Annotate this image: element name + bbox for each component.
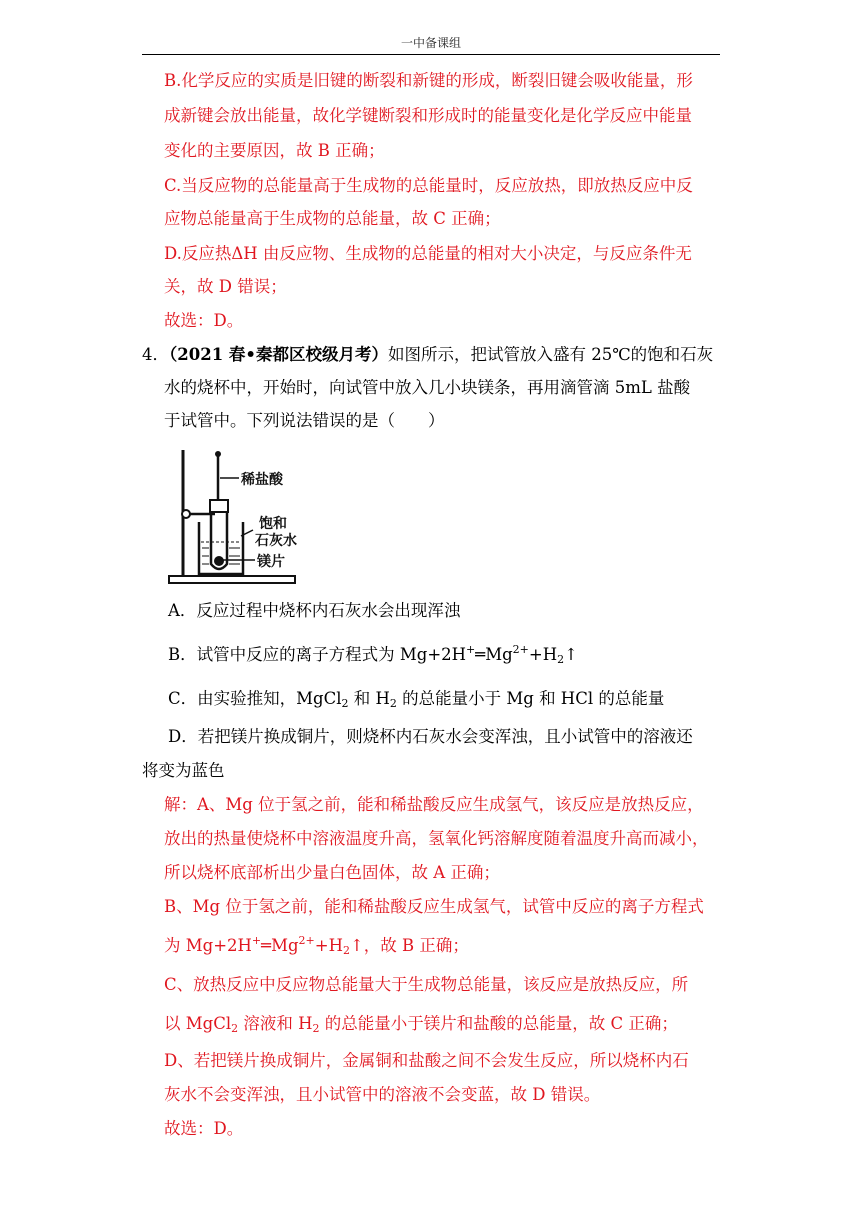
- option-b-text: B．试管中反应的离子方程式为 Mg+2H: [168, 645, 467, 664]
- option-c-text: 和 H: [348, 689, 390, 708]
- solution-a-line3: 所以烧杯底部析出少量白色固体，故 A 正确；: [164, 863, 500, 882]
- question-stem-text: 如图所示，把试管放入盛有 25℃的饱和石灰: [387, 345, 714, 364]
- question-stem-line1: [142, 344, 713, 366]
- solution-a-line2: 放出的热量使烧杯中溶液温度升高，氢氧化钙溶解度随着温度升高而减小，: [164, 829, 709, 848]
- option-b-text: +H: [528, 645, 558, 664]
- option-c-sub: 2: [341, 697, 349, 710]
- option-c: [168, 688, 664, 710]
- solution-answer: 故选：D。: [164, 1119, 244, 1138]
- solution-b-line2: [164, 935, 469, 957]
- solution-b-sub: 2: [342, 944, 350, 957]
- solution-b-sup: 2+: [298, 934, 315, 947]
- solution-b-line1: B、Mg 位于氢之前，能和稀盐酸反应生成氢气，试管中反应的离子方程式: [164, 897, 704, 916]
- solution-c-text: 溶液和 H: [238, 1014, 313, 1033]
- option-b-text: ↑: [564, 645, 578, 664]
- solution-c-sub: 2: [231, 1022, 239, 1035]
- option-a: A．反应过程中烧杯内石灰水会出现浑浊: [168, 601, 461, 620]
- label-saturated: 饱和: [259, 516, 287, 532]
- prev-solution-b-line1: B.化学反应的实质是旧键的断裂和新键的形成，断裂旧键会吸收能量，形: [164, 71, 693, 90]
- label-lime-water: 石灰水: [255, 533, 297, 549]
- prev-solution-c-line2: 应物总能量高于生成物的总能量，故 C 正确；: [164, 209, 501, 228]
- solution-c-line1: C、放热反应中反应物总能量大于生成物总能量，该反应是放热反应，所: [164, 975, 689, 994]
- question-number: 4．: [142, 345, 169, 364]
- question-source: （2021 春•秦都区校级月考）: [169, 345, 388, 364]
- solution-c-text: 的总能量小于镁片和盐酸的总能量，故 C 正确；: [319, 1014, 678, 1033]
- solution-b-text: ↑，故 B 正确；: [349, 936, 469, 955]
- question-stem-line3: 于试管中。下列说法错误的是（ ）: [164, 411, 445, 430]
- apparatus-figure: [165, 448, 305, 588]
- page-header: 一中备课组: [400, 36, 461, 50]
- option-b-sup: 2+: [512, 643, 529, 656]
- solution-b-text: +H: [314, 936, 343, 955]
- prev-solution-answer: 故选：D。: [164, 311, 244, 330]
- solution-b-text: 为 Mg+2H: [164, 936, 252, 955]
- solution-d-line2: 灰水不会变浑浊，且小试管中的溶液不会变蓝，故 D 错误。: [164, 1085, 601, 1104]
- solution-c-sub: 2: [312, 1022, 320, 1035]
- option-c-text: C．由实验推知，MgCl: [168, 689, 342, 708]
- label-dilute-hcl: 稀盐酸: [241, 472, 283, 488]
- option-b: [168, 644, 578, 666]
- option-d-line2: 将变为蓝色: [142, 761, 225, 780]
- option-b-sup: +: [466, 643, 476, 656]
- solution-c-text: 以 MgCl: [164, 1014, 232, 1033]
- solution-d-line1: D、若把镁片换成铜片，金属铜和盐酸之间不会发生反应，所以烧杯内石: [164, 1051, 689, 1070]
- label-magnesium: 镁片: [257, 554, 285, 570]
- option-c-text: 的总能量小于 Mg 和 HCl 的总能量: [396, 689, 665, 708]
- prev-solution-d-line1: D.反应热ΔH 由反应物、生成物的总能量的相对大小决定，与反应条件无: [164, 244, 692, 263]
- header-divider: [142, 54, 720, 55]
- solution-c-line2: [164, 1013, 678, 1035]
- option-c-sub: 2: [389, 697, 397, 710]
- prev-solution-b-line2: 成新键会放出能量，故化学键断裂和形成时的能量变化是化学反应中能量: [164, 106, 692, 125]
- option-d-line1: D．若把镁片换成铜片，则烧杯内石灰水会变浑浊，且小试管中的溶液还: [168, 727, 693, 746]
- solution-b-sup: +: [251, 934, 262, 947]
- prev-solution-b-line3: 变化的主要原因，故 B 正确；: [164, 141, 385, 160]
- prev-solution-d-line2: 关，故 D 错误；: [164, 277, 287, 296]
- option-b-sub: 2: [557, 653, 565, 666]
- option-b-text: ═Mg: [475, 645, 513, 664]
- question-stem-line2: 水的烧杯中，开始时，向试管中放入几小块镁条，再用滴管滴 5mL 盐酸: [164, 378, 691, 397]
- prev-solution-c-line1: C.当反应物的总能量高于生成物的总能量时，反应放热，即放热反应中反: [164, 176, 693, 195]
- solution-b-text: ═Mg: [261, 936, 299, 955]
- solution-a-line1: 解：A、Mg 位于氢之前，能和稀盐酸反应生成氢气，该反应是放热反应，: [164, 795, 704, 814]
